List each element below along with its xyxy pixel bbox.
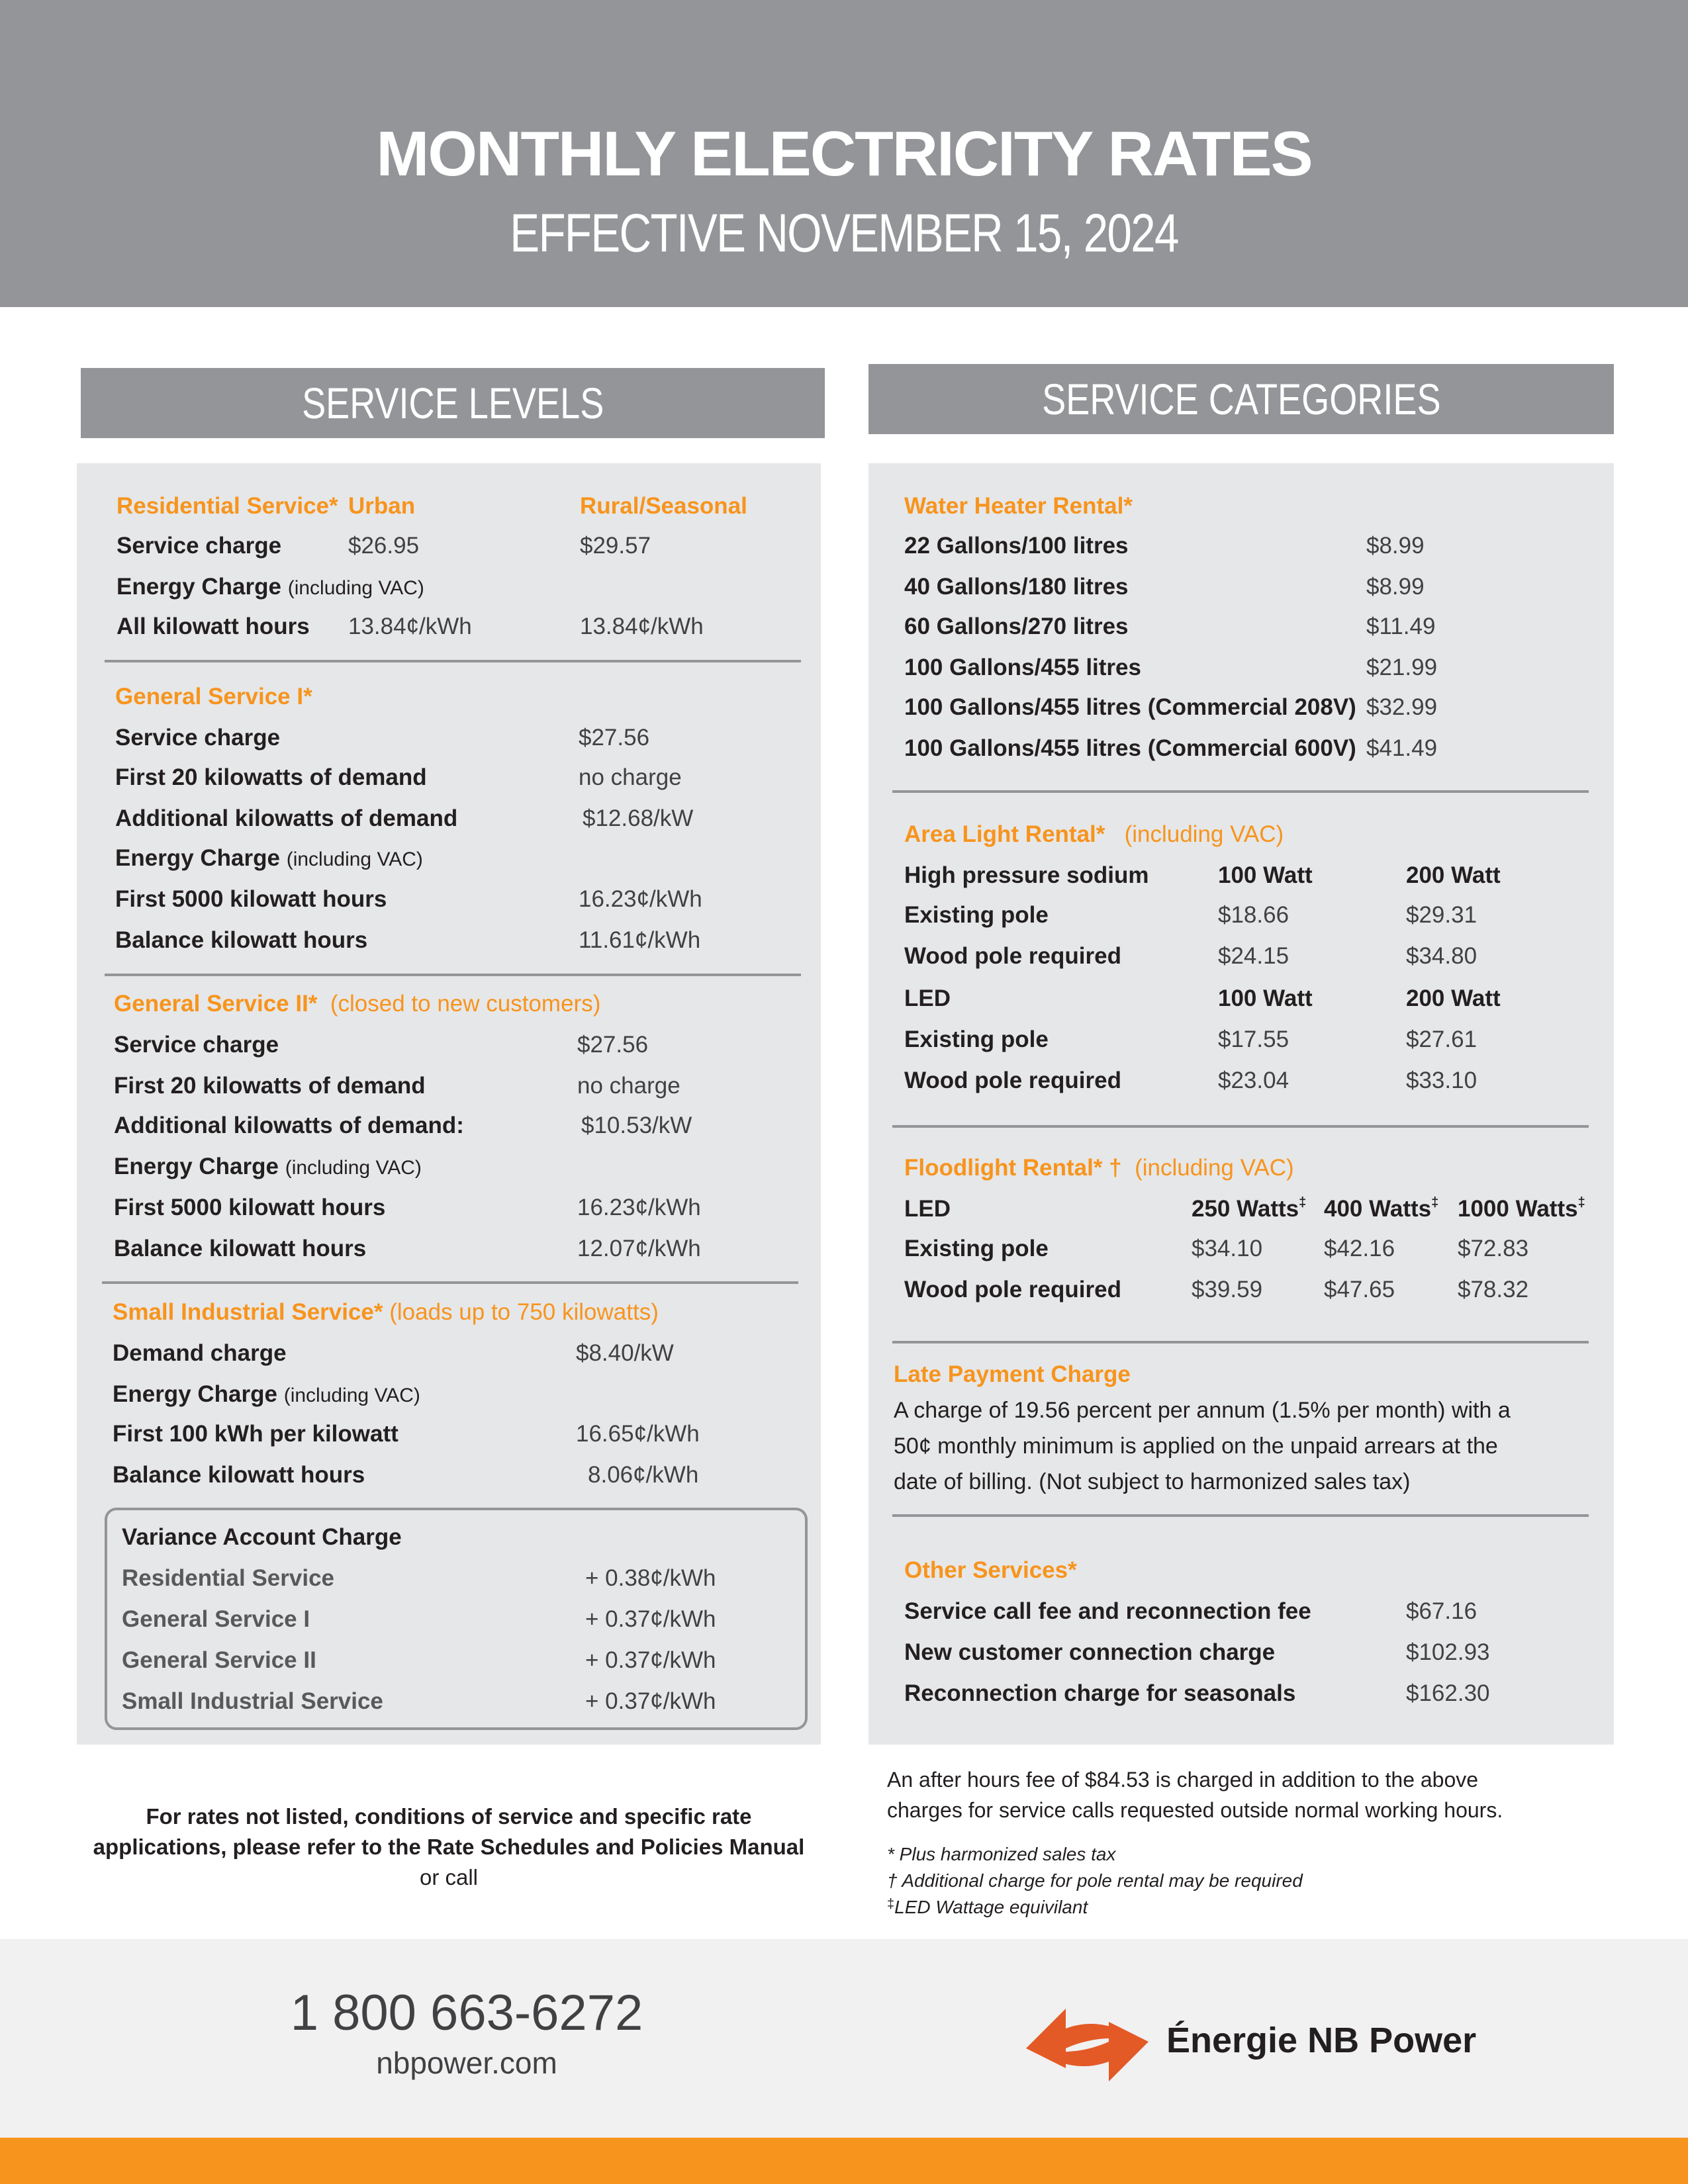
row-label: Existing pole xyxy=(904,1026,1049,1052)
row-value: 8.06¢/kWh xyxy=(588,1462,699,1488)
row-value: $34.10 xyxy=(1192,1236,1263,1261)
row-note: (including VAC) xyxy=(287,577,424,599)
row-label: General Service II xyxy=(122,1647,316,1673)
col-header: 1000 Watts xyxy=(1458,1196,1578,1222)
service-categories-heading: SERVICE CATEGORIES xyxy=(868,364,1614,434)
row-value: $47.65 xyxy=(1324,1277,1395,1302)
row-value: 12.07¢/kWh xyxy=(577,1236,701,1261)
row-value: + 0.37¢/kWh xyxy=(585,1606,716,1632)
row-label: High pressure sodium xyxy=(904,862,1149,888)
footnote-mark: ‡ xyxy=(887,1897,895,1911)
row-label: Balance kilowatt hours xyxy=(115,927,368,953)
row-note: (including VAC) xyxy=(285,1157,422,1179)
row-value: $162.30 xyxy=(1406,1680,1490,1706)
row-value: $29.57 xyxy=(580,533,651,559)
sis-title: Small Industrial Service* xyxy=(113,1299,383,1325)
row-label: Residential Service xyxy=(122,1565,334,1591)
footnotes xyxy=(887,1841,1615,1921)
divider xyxy=(892,1341,1589,1343)
row-value: $23.04 xyxy=(1218,1068,1289,1093)
footnote: LED Wattage equivilant xyxy=(894,1897,1088,1917)
row-label: Small Industrial Service xyxy=(122,1688,383,1714)
row-value: $27.56 xyxy=(577,1032,649,1058)
row-label: General Service I xyxy=(122,1606,310,1632)
row-value: 13.84¢/kWh xyxy=(580,614,704,639)
gs2-note: (closed to new customers) xyxy=(330,991,601,1017)
text-line: A charge of 19.56 percent per annum (1.5% per month) with a xyxy=(894,1398,1511,1423)
page-title: MONTHLY ELECTRICITY RATES xyxy=(376,118,1312,189)
note-line: applications, please refer to the Rate Schedules and Policies Manual xyxy=(93,1835,805,1859)
row-value: $27.61 xyxy=(1406,1026,1477,1052)
row-value: $42.16 xyxy=(1324,1236,1395,1261)
row-value: 16.23¢/kWh xyxy=(577,1195,701,1220)
area-note: (including VAC) xyxy=(1124,821,1284,847)
website-link[interactable]: nbpower.com xyxy=(376,2046,557,2080)
text-line: 50¢ monthly minimum is applied on the unpaid arrears at the xyxy=(894,1433,1498,1459)
rates-note xyxy=(77,1801,821,1893)
water-title: Water Heater Rental* xyxy=(904,493,1133,519)
row-label: Wood pole required xyxy=(904,943,1121,969)
row-label: New customer connection charge xyxy=(904,1639,1276,1665)
footnote-mark: ‡ xyxy=(1431,1195,1439,1210)
row-label: Existing pole xyxy=(904,1236,1049,1261)
row-label: Service charge xyxy=(115,725,281,751)
row-label: Service charge xyxy=(114,1032,279,1058)
row-value: 16.65¢/kWh xyxy=(576,1421,700,1447)
row-value: $8.99 xyxy=(1366,574,1425,600)
row-value: $24.15 xyxy=(1218,943,1289,969)
nb-power-logo-icon xyxy=(1019,1995,1155,2095)
row-label: Service call fee and reconnection fee xyxy=(904,1598,1311,1624)
row-value: 11.61¢/kWh xyxy=(579,927,701,953)
row-value: $102.93 xyxy=(1406,1639,1490,1665)
note-line: For rates not listed, conditions of service and specific rate xyxy=(146,1804,752,1829)
divider xyxy=(105,974,801,976)
row-label: 100 Gallons/455 litres xyxy=(904,655,1141,680)
page-subtitle: EFFECTIVE NOVEMBER 15, 2024 xyxy=(510,203,1178,263)
row-label: First 5000 kilowatt hours xyxy=(114,1195,386,1220)
row-label: Additional kilowatts of demand: xyxy=(114,1113,464,1138)
row-label: Additional kilowatts of demand xyxy=(115,805,458,831)
text-line: An after hours fee of $84.53 is charged in addition to the above xyxy=(887,1768,1479,1792)
flood-title: Floodlight Rental* † xyxy=(904,1155,1122,1181)
row-value: $39.59 xyxy=(1192,1277,1263,1302)
col-header: 200 Watt xyxy=(1406,862,1501,888)
row-label: Energy Charge xyxy=(117,574,281,600)
row-value: $78.32 xyxy=(1458,1277,1529,1302)
note-line: or call xyxy=(419,1865,479,1889)
row-value: $32.99 xyxy=(1366,694,1438,720)
row-value: $33.10 xyxy=(1406,1068,1477,1093)
footnote: * Plus harmonized sales tax xyxy=(887,1844,1116,1864)
bottom-accent-bar xyxy=(0,2138,1688,2184)
row-label: 40 Gallons/180 litres xyxy=(904,574,1129,600)
row-label: 60 Gallons/270 litres xyxy=(904,614,1129,639)
row-label: LED xyxy=(904,985,951,1011)
phone-number[interactable]: 1 800 663-6272 xyxy=(290,1985,643,2041)
flood-note: (including VAC) xyxy=(1135,1155,1294,1181)
brand-name: Énergie NB Power xyxy=(1166,2021,1477,2060)
text-line: charges for service calls requested outside normal working hours. xyxy=(887,1798,1503,1822)
row-label: Energy Charge xyxy=(114,1154,279,1179)
row-value: 13.84¢/kWh xyxy=(348,614,472,639)
row-value: $67.16 xyxy=(1406,1598,1477,1624)
row-value: 16.23¢/kWh xyxy=(579,886,702,912)
row-label: 22 Gallons/100 litres xyxy=(904,533,1129,559)
row-label: First 100 kWh per kilowatt xyxy=(113,1421,399,1447)
row-label: Wood pole required xyxy=(904,1277,1121,1302)
row-value: + 0.37¢/kWh xyxy=(585,1688,716,1714)
rural-col-header: Rural/Seasonal xyxy=(580,493,747,519)
divider xyxy=(892,790,1589,793)
row-value: $72.83 xyxy=(1458,1236,1529,1261)
row-value: + 0.38¢/kWh xyxy=(585,1565,716,1591)
row-label: 100 Gallons/455 litres (Commercial 600V) xyxy=(904,735,1356,761)
row-label: First 5000 kilowatt hours xyxy=(115,886,387,912)
after-hours-note xyxy=(887,1764,1615,1825)
row-value: $26.95 xyxy=(348,533,420,559)
row-value: $18.66 xyxy=(1218,902,1289,928)
row-label: Energy Charge xyxy=(113,1381,277,1407)
divider xyxy=(892,1514,1589,1517)
col-header: 100 Watt xyxy=(1218,985,1313,1011)
row-label: Existing pole xyxy=(904,902,1049,928)
row-label: Demand charge xyxy=(113,1340,287,1366)
row-note: (including VAC) xyxy=(283,1385,420,1406)
row-value: $10.53/kW xyxy=(581,1113,692,1138)
row-value: $11.49 xyxy=(1366,614,1436,639)
divider xyxy=(105,660,801,662)
row-value: $17.55 xyxy=(1218,1026,1289,1052)
text-line: date of billing. (Not subject to harmonized sales tax) xyxy=(894,1469,1411,1494)
late-title: Late Payment Charge xyxy=(894,1361,1131,1387)
divider xyxy=(892,1125,1589,1128)
row-label: First 20 kilowatts of demand xyxy=(114,1073,426,1099)
row-value: $21.99 xyxy=(1366,655,1438,680)
row-value: + 0.37¢/kWh xyxy=(585,1647,716,1673)
row-label: Reconnection charge for seasonals xyxy=(904,1680,1296,1706)
col-header: 200 Watt xyxy=(1406,985,1501,1011)
area-title: Area Light Rental* xyxy=(904,821,1105,847)
other-title: Other Services* xyxy=(904,1557,1077,1583)
row-label: First 20 kilowatts of demand xyxy=(115,764,427,790)
sis-note: (loads up to 750 kilowatts) xyxy=(389,1299,659,1325)
gs2-title: General Service II* xyxy=(114,991,318,1017)
footnote: † Additional charge for pole rental may be required xyxy=(887,1870,1303,1891)
variance-title: Variance Account Charge xyxy=(122,1524,402,1550)
row-value: $29.31 xyxy=(1406,902,1477,928)
row-value: $41.49 xyxy=(1366,735,1438,761)
urban-col-header: Urban xyxy=(348,493,416,519)
row-note: (including VAC) xyxy=(286,848,423,870)
row-label: Balance kilowatt hours xyxy=(114,1236,367,1261)
row-label: Wood pole required xyxy=(904,1068,1121,1093)
row-value: $34.80 xyxy=(1406,943,1477,969)
footnote-mark: ‡ xyxy=(1299,1195,1307,1210)
footnote-mark: ‡ xyxy=(1577,1195,1585,1210)
row-value: no charge xyxy=(579,764,682,790)
col-header: 250 Watts xyxy=(1192,1196,1299,1222)
row-value: $12.68/kW xyxy=(583,805,694,831)
gs1-title: General Service I* xyxy=(115,684,312,709)
row-label: All kilowatt hours xyxy=(117,614,310,639)
divider xyxy=(102,1281,798,1284)
row-label: Service charge xyxy=(117,533,282,559)
row-label: Balance kilowatt hours xyxy=(113,1462,365,1488)
row-label: Energy Charge xyxy=(115,845,280,871)
row-value: $27.56 xyxy=(579,725,650,751)
row-label: LED xyxy=(904,1196,951,1222)
col-header: 100 Watt xyxy=(1218,862,1313,888)
row-value: no charge xyxy=(577,1073,680,1099)
row-value: $8.40/kW xyxy=(576,1340,674,1366)
row-label: 100 Gallons/455 litres (Commercial 208V) xyxy=(904,694,1356,720)
page-header xyxy=(0,0,1688,307)
col-header: 400 Watts xyxy=(1324,1196,1432,1222)
row-value: $8.99 xyxy=(1366,533,1425,559)
service-levels-heading: SERVICE LEVELS xyxy=(81,368,825,438)
late-payment-text xyxy=(894,1392,1595,1500)
residential-title: Residential Service* xyxy=(117,493,338,519)
